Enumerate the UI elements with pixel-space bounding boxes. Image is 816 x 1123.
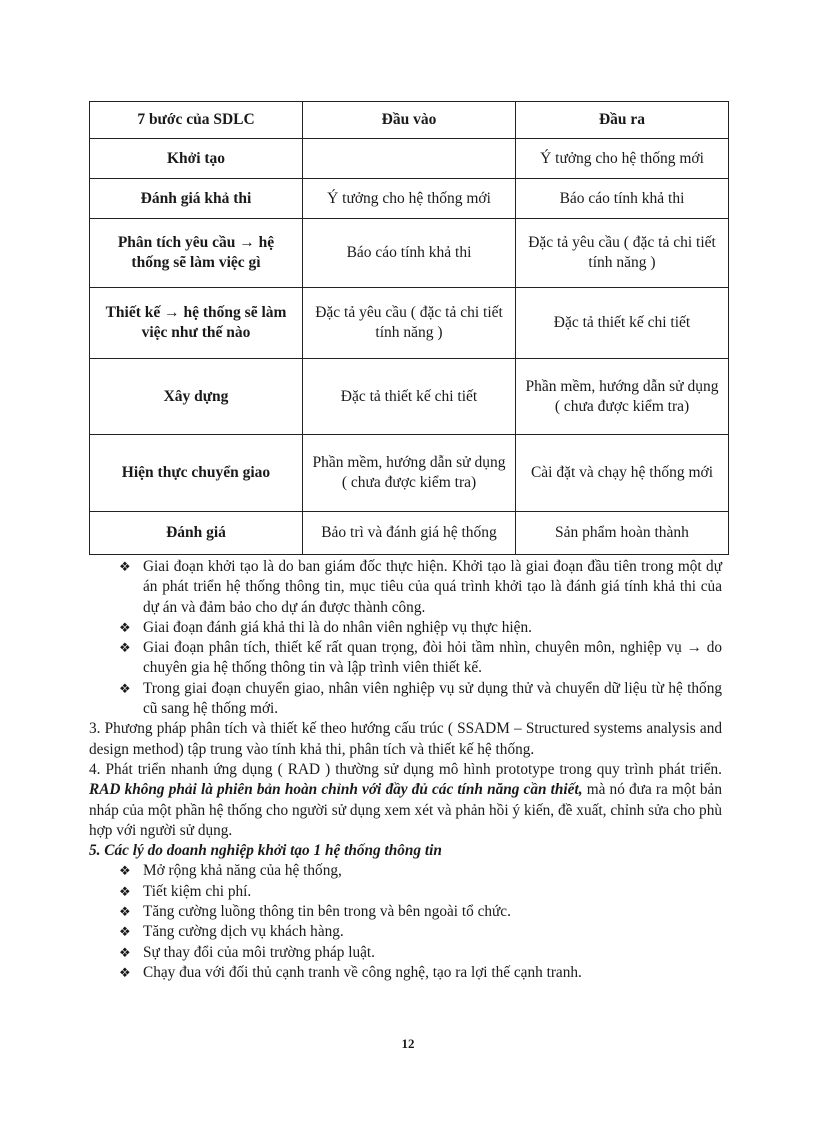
notes-list — [89, 557, 722, 719]
header-output: Đầu ra — [516, 102, 729, 139]
row-output: Đặc tả yêu cầu ( đặc tả chi tiết tính năng ) — [516, 219, 729, 288]
list-item — [89, 902, 722, 922]
reason-text: Chạy đua với đối thủ cạnh tranh về công nghệ, tạo ra lợi thế cạnh tranh. — [143, 963, 582, 981]
body-text — [89, 557, 722, 983]
list-item — [89, 618, 722, 638]
diamond-bullet-icon: ❖ — [119, 680, 131, 696]
paragraph-ssadm: 3. Phương pháp phân tích và thiết kế theo hướng cấu trúc ( SSADM – Structured systems analysis and design method) tập trung vào tính khả thi, phân tích và thiết kế hệ thống. — [89, 720, 722, 758]
list-item — [89, 638, 722, 679]
row-output: Ý tưởng cho hệ thống mới — [516, 139, 729, 179]
note-text: Giai đoạn khởi tạo là do ban giám đốc thực hiện. Khởi tạo là giai đoạn đầu tiên trong một dự án phát triển hệ thống thông tin, mục tiêu của quá trình khởi tạo là đánh giá tính khả thi của dự án và đảm bảo cho dự án được thành công. — [143, 558, 722, 616]
row-input: Bảo trì và đánh giá hệ thống — [303, 512, 516, 555]
row-output: Phần mềm, hướng dẫn sử dụng ( chưa được kiểm tra) — [516, 359, 729, 435]
note-text: Giai đoạn đánh giá khả thi là do nhân viên nghiệp vụ thực hiện. — [143, 618, 532, 636]
page-number: 12 — [401, 1036, 415, 1051]
row-output: Báo cáo tính khả thi — [516, 179, 729, 219]
row-output: Cài đặt và chạy hệ thống mới — [516, 435, 729, 512]
reasons-list — [89, 861, 722, 983]
reason-text: Tiết kiệm chi phí. — [143, 882, 252, 900]
rad-emphasis-text: RAD không phải là phiên bản hoàn chỉnh với đầy đủ các tính năng cần thiết, — [89, 781, 583, 799]
diamond-bullet-icon: ❖ — [119, 559, 131, 574]
table-row — [90, 359, 729, 435]
list-item — [89, 963, 722, 983]
list-item — [89, 882, 722, 902]
note-text: Giai đoạn phân tích, thiết kế rất quan trọng, đòi hỏi tầm nhìn, chuyên môn, nghiệp vụ → do chuyên gia hệ thống thông tin và lập trình viên thiết kế. — [143, 639, 722, 677]
sdlc-table — [89, 101, 729, 555]
row-step: Xây dựng — [90, 359, 303, 435]
reason-text: Mở rộng khả năng của hệ thống, — [143, 862, 342, 880]
table-row — [90, 139, 729, 179]
row-step: Khởi tạo — [90, 139, 303, 179]
table-row — [90, 219, 729, 288]
table-row — [90, 288, 729, 359]
list-item — [89, 557, 722, 618]
row-step: Đánh giá — [90, 512, 303, 555]
row-output: Sản phẩm hoàn thành — [516, 512, 729, 555]
row-input: Đặc tả yêu cầu ( đặc tả chi tiết tính năng ) — [303, 288, 516, 359]
table-row — [90, 512, 729, 555]
diamond-bullet-icon: ❖ — [119, 863, 131, 879]
diamond-bullet-icon: ❖ — [119, 944, 131, 960]
row-input: Ý tưởng cho hệ thống mới — [303, 179, 516, 219]
row-step: Phân tích yêu cầu → hệ thống sẽ làm việc gì — [90, 219, 303, 288]
diamond-bullet-icon: ❖ — [119, 619, 131, 635]
row-input: Phần mềm, hướng dẫn sử dụng ( chưa được kiểm tra) — [303, 435, 516, 512]
row-output: Đặc tả thiết kế chi tiết — [516, 288, 729, 359]
paragraph-rad — [89, 760, 722, 841]
row-step: Thiết kế → hệ thống sẽ làm việc như thế nào — [90, 288, 303, 359]
table-header-row — [90, 102, 729, 139]
row-step: Hiện thực chuyển giao — [90, 435, 303, 512]
diamond-bullet-icon: ❖ — [119, 904, 131, 920]
list-item — [89, 679, 722, 720]
row-input: Báo cáo tính khả thi — [303, 219, 516, 288]
diamond-bullet-icon: ❖ — [119, 640, 131, 656]
row-input — [303, 139, 516, 179]
reason-text: Tăng cường luồng thông tin bên trong và bên ngoài tổ chức. — [143, 903, 511, 921]
diamond-bullet-icon: ❖ — [119, 924, 131, 940]
rad-lead-text: 4. Phát triển nhanh ứng dụng ( RAD ) thường sử dụng mô hình prototype trong quy trình phát triển. — [89, 760, 722, 778]
diamond-bullet-icon: ❖ — [119, 883, 131, 899]
list-item — [89, 922, 722, 942]
header-input: Đầu vào — [303, 102, 516, 139]
row-input: Đặc tả thiết kế chi tiết — [303, 359, 516, 435]
reason-text: Sự thay đổi của môi trường pháp luật. — [143, 943, 375, 961]
rad-rest-text: mà nó đưa ra một bản nháp của một phần hệ thống cho người sử dụng xem xét và phản hồi ý kiến, đề xuất, chỉnh sửa cho phù hợp với người sử dụng. — [89, 781, 722, 839]
row-step: Đánh giá khả thi — [90, 179, 303, 219]
diamond-bullet-icon: ❖ — [119, 964, 131, 980]
list-item — [89, 943, 722, 963]
section-5-heading: 5. Các lý do doanh nghiệp khởi tạo 1 hệ thống thông tin — [89, 842, 442, 860]
header-step: 7 bước của SDLC — [90, 102, 303, 139]
note-text: Trong giai đoạn chuyển giao, nhân viên nghiệp vụ sử dụng thử và chuyển dữ liệu từ hệ thống cũ sang hệ thống mới. — [143, 679, 722, 718]
table-row — [90, 179, 729, 219]
table-row — [90, 435, 729, 512]
reason-text: Tăng cường dịch vụ khách hàng. — [143, 923, 344, 941]
list-item — [89, 861, 722, 881]
